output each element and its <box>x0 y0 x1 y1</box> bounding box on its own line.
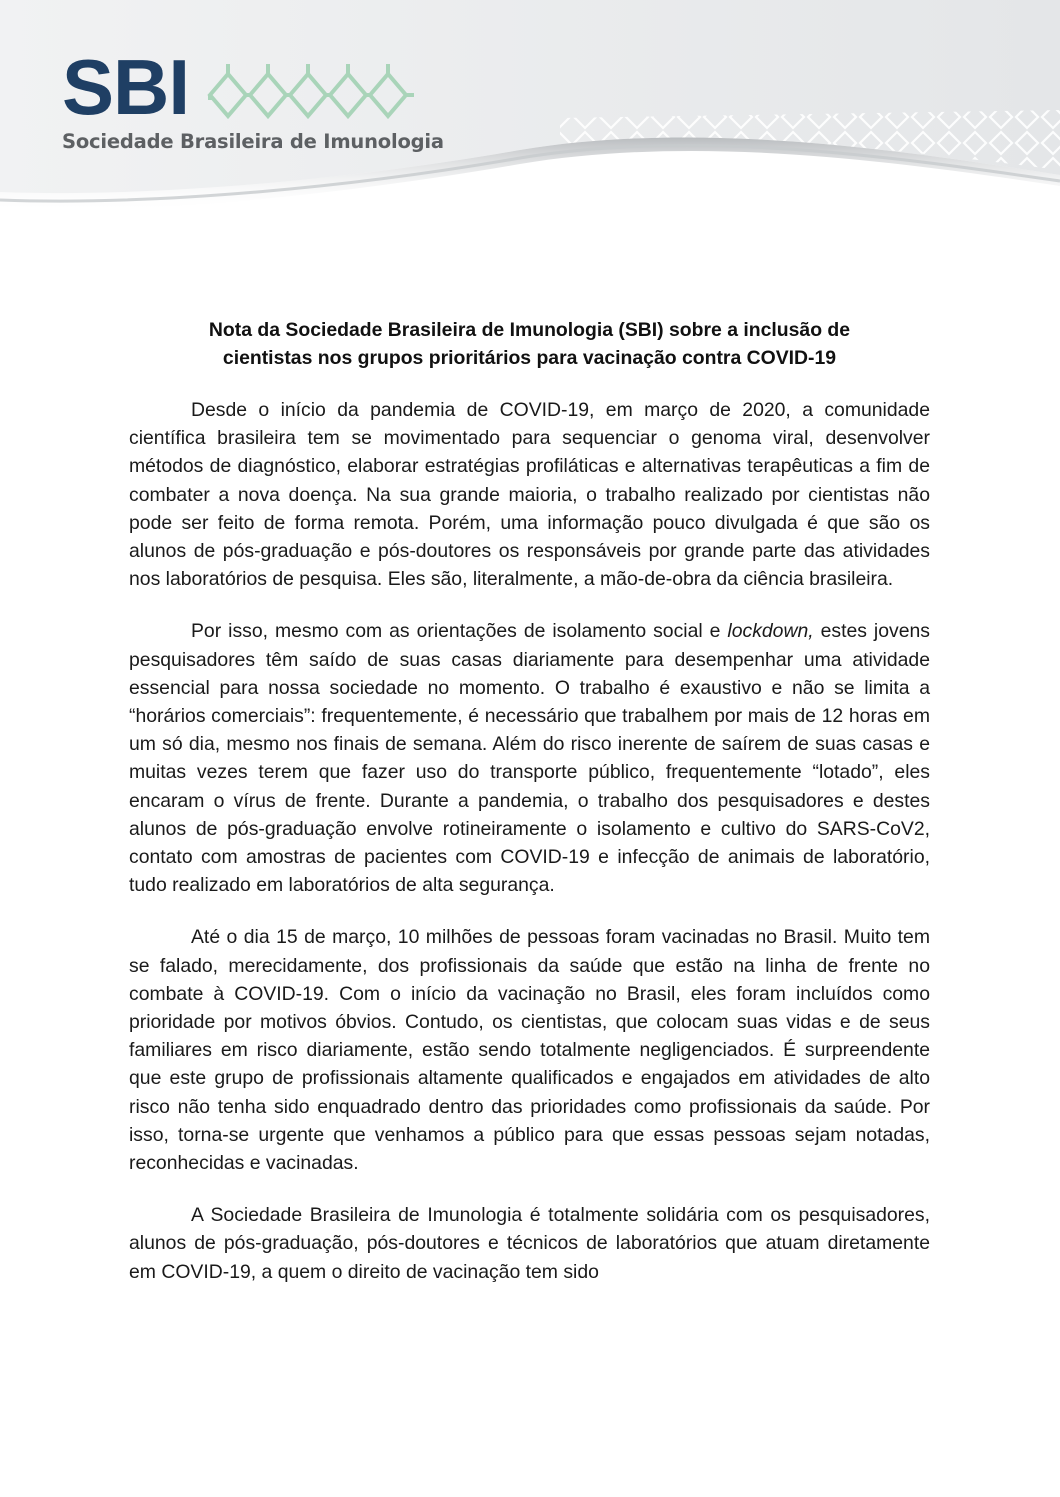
letterhead <box>0 0 1060 240</box>
paragraph-2-text-before: Por isso, mesmo com as orientações de isolamento social e <box>191 620 728 643</box>
paragraph-1: Desde o início da pandemia de COVID-19, em março de 2020, a comunidade científica brasileira tem se movimentado para sequenciar o genoma viral, desenvolver métodos de diagnóstico, elaborar estratégias profiláticas e alternativas terapêuticas a fim de combater a nova doença. Na sua grande maioria, o trabalho realizado por cientistas não pode ser feito de forma remota. Porém, uma informação pouco divulgada é que são os alunos de pós-graduação e pós-doutores os responsáveis por grande parte das atividades nos laboratórios de pesquisa. Eles são, literalmente, a mão-de-obra da ciência brasileira. <box>129 399 930 591</box>
title-line-1: Nota da Sociedade Brasileira de Imunologia (SBI) sobre a inclusão de <box>208 319 851 341</box>
paragraph-3: Até o dia 15 de março, 10 milhões de pessoas foram vacinadas no Brasil. Muito tem se falado, merecidamente, dos profissionais da saúde que estão na linha de frente no combate à COVID-19. Com o início da vacinação no Brasil, eles foram incluídos como prioridade por motivos óbvios. Contudo, os cientistas, que colocam suas vidas e de seus familiares em risco diariamente, estão sendo totalmente negligenciados. É surpreendente que este grupo de profissionais altamente qualificados e engajados em atividades de alto risco não tenha sido enquadrado dentro das prioridades como profissionais da saúde. Por isso, torna-se urgente que venhamos a público para que essas pessoas sejam notadas, reconhecidas e vacinadas. <box>129 926 930 1175</box>
paragraph-2 <box>129 617 930 899</box>
paragraph-4: A Sociedade Brasileira de Imunologia é totalmente solidária com os pesquisadores, alunos de pós-graduação, pós-doutores e técnicos de laboratórios que atuam diretamente em COVID-19, a quem o direito de vacinação tem sido <box>129 1204 930 1283</box>
document-body <box>129 316 930 1310</box>
paragraph-2-italic: lockdown, <box>727 620 814 643</box>
document-title <box>129 316 930 372</box>
title-line-2: cientistas nos grupos prioritários para vacinação contra COVID-19 <box>222 347 837 369</box>
logo-wordmark: SBI <box>62 43 190 131</box>
logo-subtitle: Sociedade Brasileira de Imunologia <box>62 130 444 153</box>
paragraph-2-text-after: estes jovens pesquisadores têm saído de suas casas diariamente para desempenhar uma atividade essencial para nossa sociedade no momento. O trabalho é exaustivo e não se limita a “horários comerciais”: frequentemente, é necessário que trabalhem por mais de 12 horas em um só dia, mesmo nos finais de semana. Além do risco inerente de saírem de suas casas e muitas vezes terem que fazer uso do transporte público, frequentemente “lotado”, eles encaram o vírus de frente. Durante a pandemia, o trabalho dos pesquisadores e destes alunos de pós-graduação envolve rotineiramente o isolamento e cultivo do SARS-CoV2, contato com amostras de pacientes com COVID-19 e infecção de animais de laboratório, tudo realizado em laboratórios de alta segurança. <box>129 620 930 897</box>
diamond-chain-icon <box>206 62 420 128</box>
